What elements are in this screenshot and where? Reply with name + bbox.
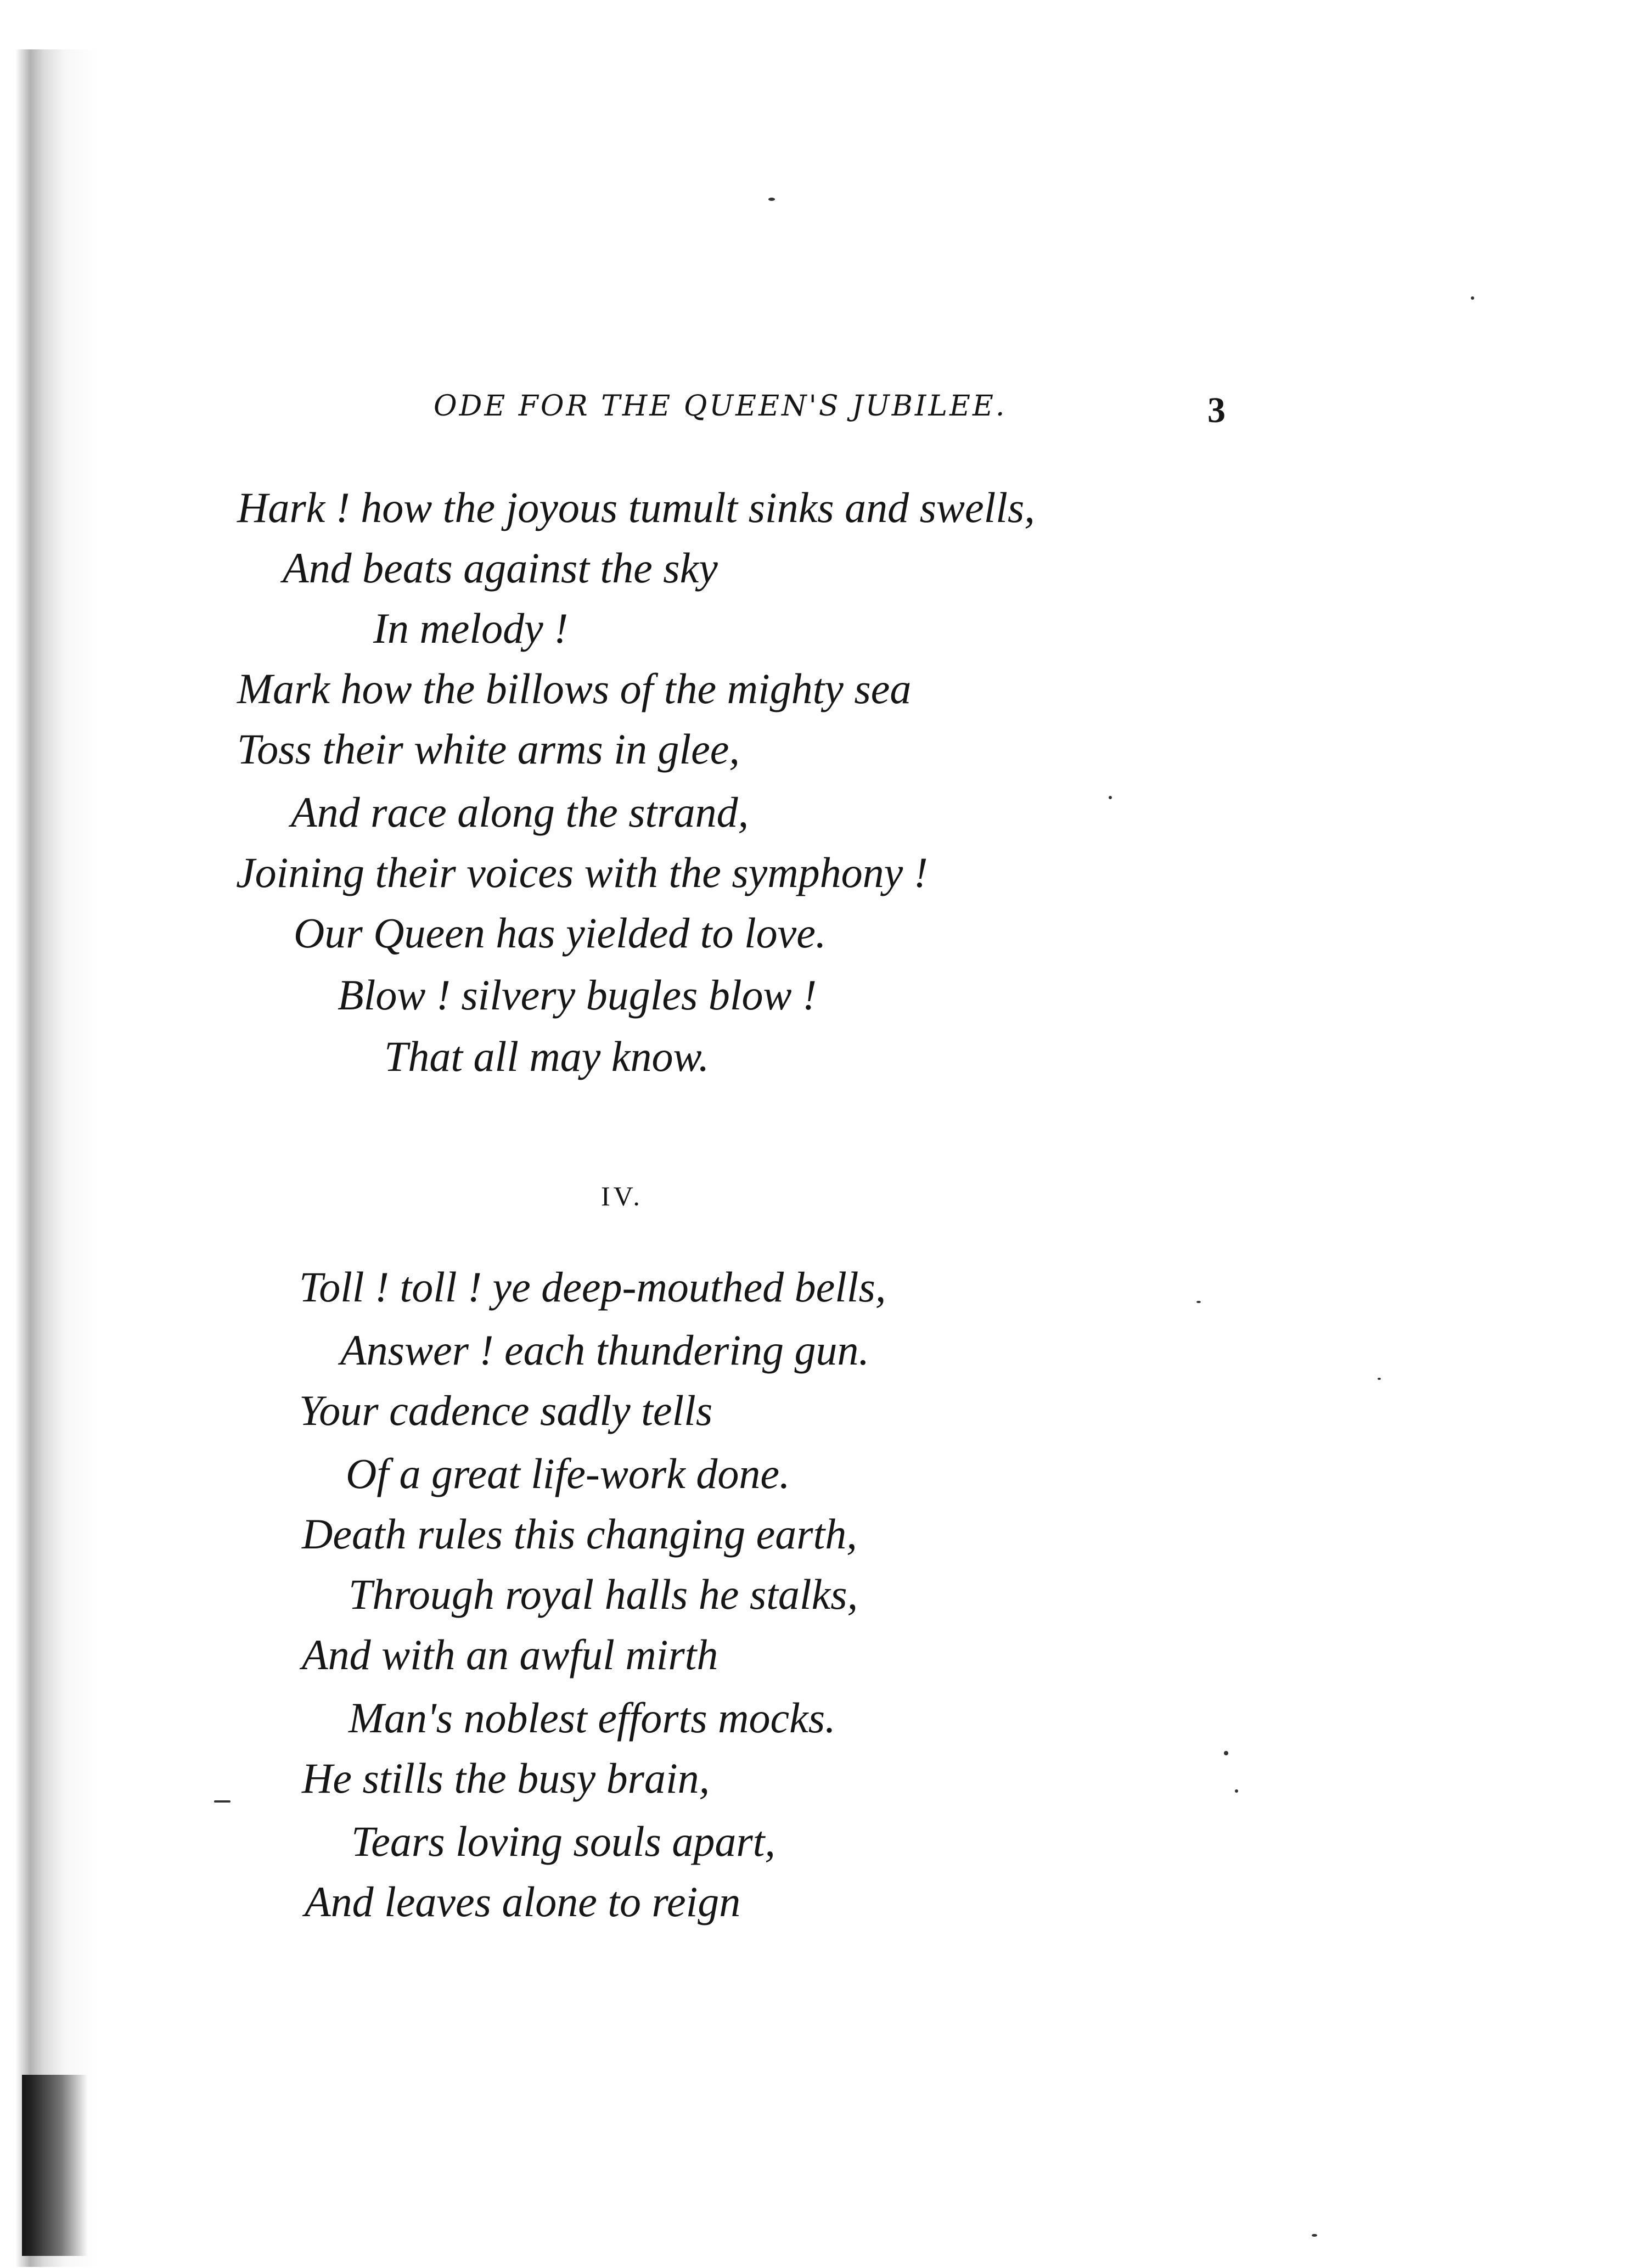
poem-line: That all may know. [384, 1032, 710, 1080]
page-number: 3 [1207, 390, 1226, 430]
poem-line: Tears loving souls apart, [351, 1817, 775, 1865]
poem-line: And with an awful mirth [302, 1631, 718, 1678]
poem-line: And race along the strand, [291, 788, 749, 836]
poem-line: And leaves alone to reign [305, 1878, 741, 1925]
scan-speck [1196, 1301, 1201, 1303]
poem-line: Your cadence sadly tells [299, 1386, 713, 1434]
poem-line: Hark ! how the joyous tumult sinks and swells, [237, 484, 1035, 531]
scan-speck [214, 1800, 231, 1803]
scan-speck [1471, 296, 1474, 300]
scan-gutter-dark-corner [22, 2075, 88, 2256]
poem-line: Through royal halls he stalks, [349, 1570, 858, 1618]
poem-line: Mark how the billows of the mighty sea [237, 665, 912, 712]
section-number: IV. [601, 1181, 643, 1211]
scan-speck [1224, 1751, 1228, 1755]
running-head: ODE FOR THE QUEEN'S JUBILEE. [434, 390, 1007, 423]
scan-speck [1312, 2234, 1317, 2237]
poem-line: Death rules this changing earth, [302, 1510, 857, 1558]
scan-speck [768, 198, 775, 201]
poem-line: Man's noblest efforts mocks. [349, 1694, 836, 1742]
poem-line: Blow ! silvery bugles blow ! [338, 971, 817, 1019]
poem-line: And beats against the sky [283, 544, 718, 592]
poem-line: Toss their white arms in glee, [237, 725, 740, 773]
scan-speck [1378, 1378, 1381, 1380]
scan-speck [1235, 1789, 1238, 1793]
poem-line: He stills the busy brain, [302, 1754, 710, 1802]
poem-line: Our Queen has yielded to love. [294, 909, 827, 957]
scan-gutter-shadow [15, 49, 98, 2267]
poem-line: Joining their voices with the symphony ! [236, 849, 928, 896]
poem-line: Answer ! each thundering gun. [340, 1326, 870, 1374]
scan-speck [1109, 796, 1112, 799]
poem-line: In melody ! [373, 604, 569, 652]
poem-line: Toll ! toll ! ye deep-mouthed bells, [299, 1263, 886, 1311]
poem-line: Of a great life-work done. [346, 1450, 790, 1497]
